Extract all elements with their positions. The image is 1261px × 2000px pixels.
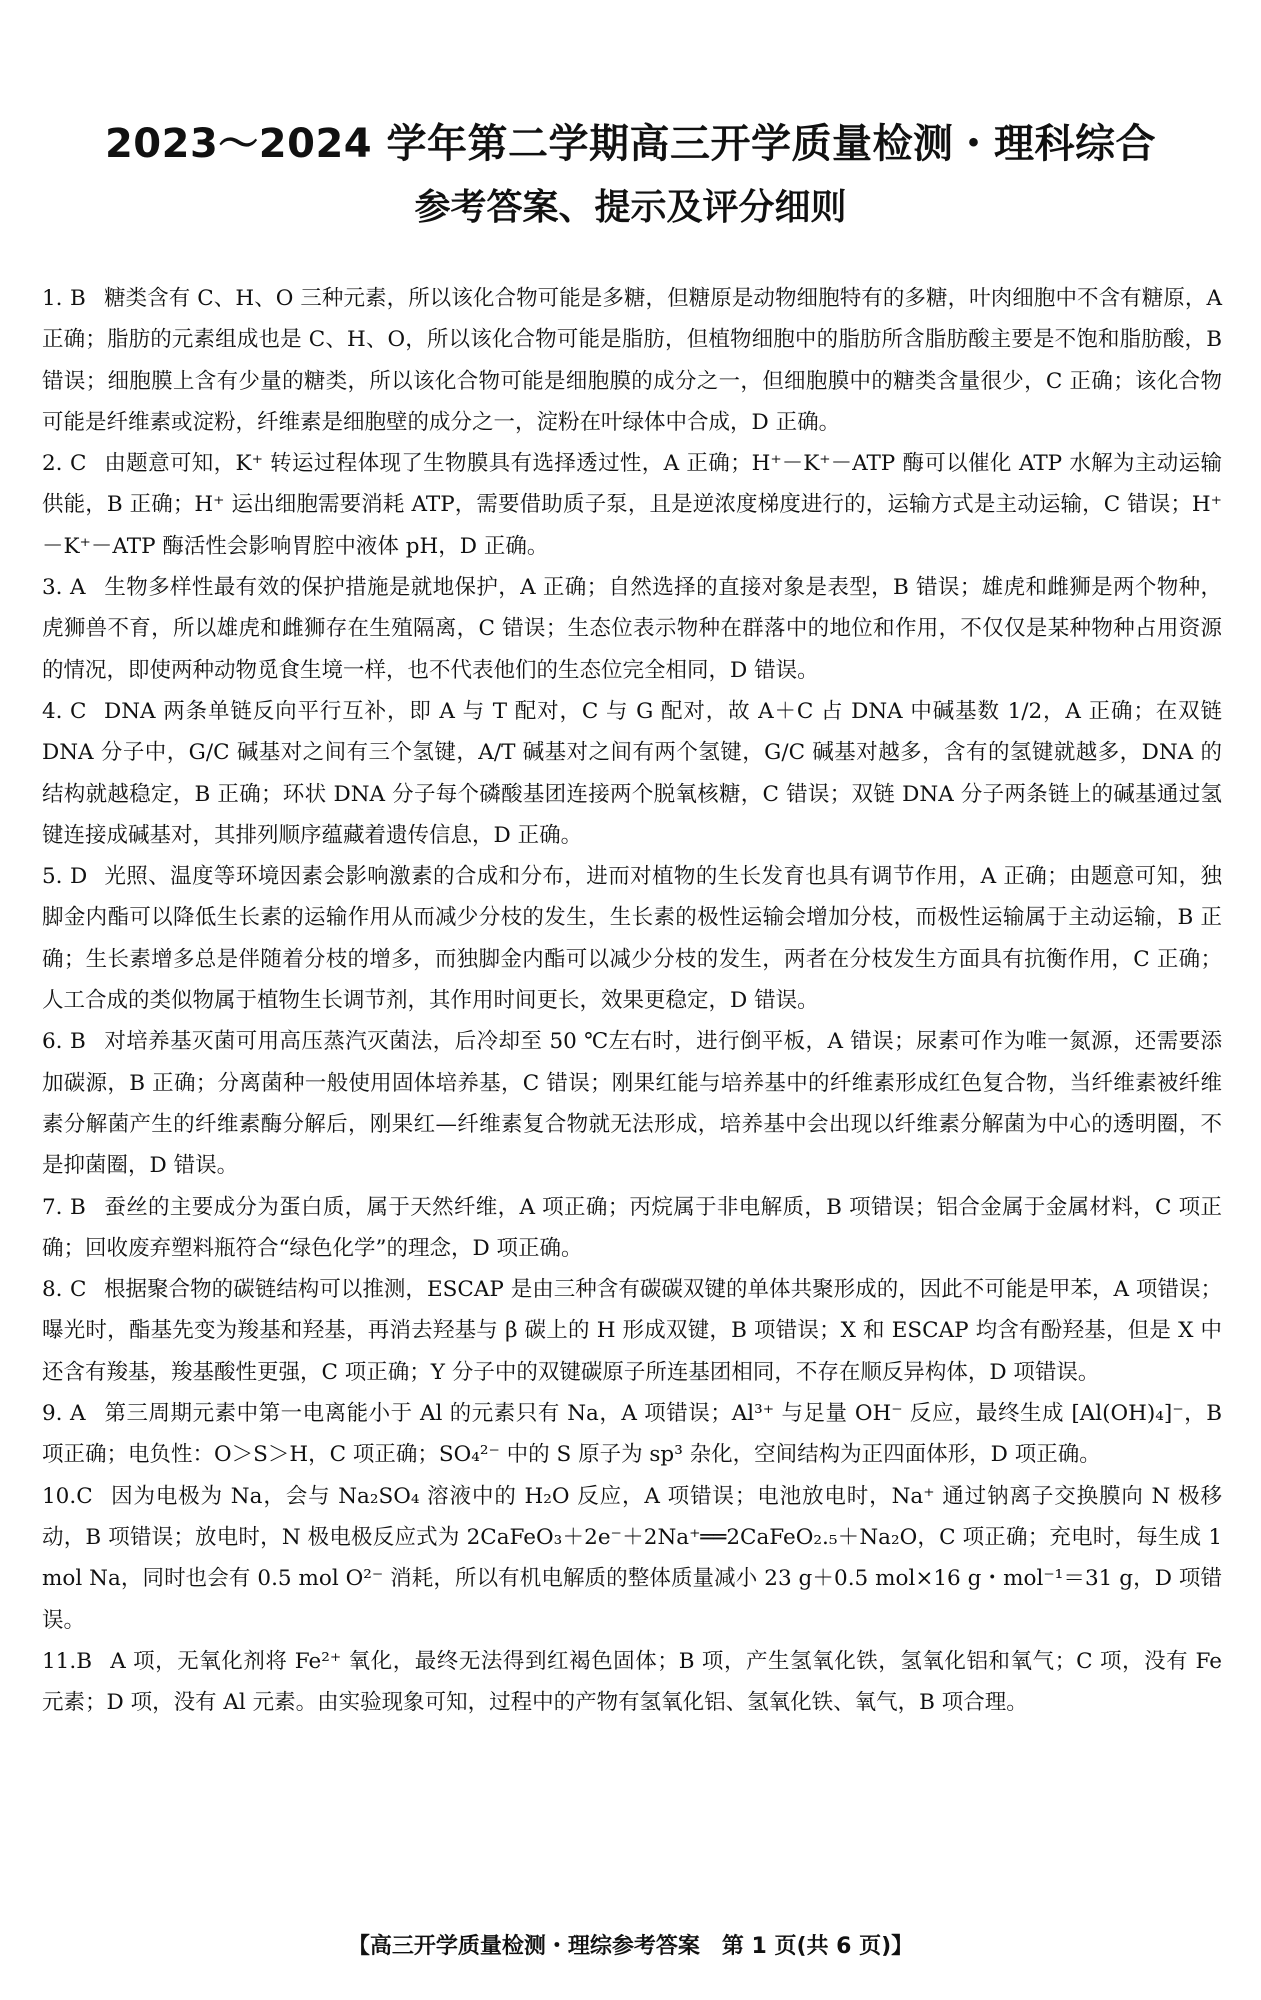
answer-item xyxy=(42,1476,1222,1641)
answer-number: 11. xyxy=(42,1648,77,1674)
answer-explanation: 由题意可知，K⁺ 转运过程体现了生物膜具有选择透过性，A 正确；H⁺－K⁺－ATP 酶可以催化 ATP 水解为主动运输供能，B 正确；H⁺ 运出细胞需要消耗 ATP，需要借助质子泵，且是逆浓度梯度进行的，运输方式是主动运输，C 错误；H⁺－K⁺－ATP 酶活性会影响胃腔中液体 pH，D 正确。 xyxy=(42,451,1222,559)
answer-explanation: DNA 两条单链反向平行互补，即 A 与 T 配对，C 与 G 配对，故 A＋C 占 DNA 中碱基数 1/2，A 正确；在双链 DNA 分子中，G/C 碱基对之间有三个氢键，A/T 碱基对之间有两个氢键，G/C 碱基对越多，含有的氢键就越多，DNA 的结构就越稳定，B 正确；环状 DNA 分子每个磷酸基团连接两个脱氧核糖，C 错误；双链 DNA 分子两条链上的碱基通过氢键连接成碱基对，其排列顺序蕴藏着遗传信息，D 正确。 xyxy=(42,698,1222,848)
answer-key: B xyxy=(70,286,86,311)
answer-item xyxy=(42,1021,1222,1186)
answer-explanation: 糖类含有 C、H、O 三种元素，所以该化合物可能是多糖，但糖原是动物细胞特有的多糖，叶肉细胞中不含有糖原，A 正确；脂肪的元素组成也是 C、H、O，所以该化合物可能是脂肪，但植物细胞中的脂肪所含脂肪酸主要是不饱和脂肪酸，B 错误；细胞膜上含有少量的糖类，所以该化合物可能是细胞膜的成分之一，但细胞膜中的糖类含量很少，C 正确；该化合物可能是纤维素或淀粉，纤维素是细胞壁的成分之一，淀粉在叶绿体中合成，D 正确。 xyxy=(42,286,1222,435)
answer-explanation: 光照、温度等环境因素会影响激素的合成和分布，进而对植物的生长发育也具有调节作用，A 正确；由题意可知，独脚金内酯可以降低生长素的运输作用从而减少分枝的发生，生长素的极性运输会增加分枝，而极性运输属于主动运输，B 正确；生长素增多总是伴随着分枝的增多，而独脚金内酯可以减少分枝的发生，两者在分枝发生方面具有抗衡作用，C 正确；人工合成的类似物属于植物生长调节剂，其作用时间更长，效果更稳定，D 错误。 xyxy=(42,864,1222,1014)
answer-number: 3. xyxy=(42,575,63,601)
answer-list xyxy=(42,278,1222,1723)
answer-explanation: 第三周期元素中第一电离能小于 Al 的元素只有 Na，A 项错误；Al³⁺ 与足量 OH⁻ 反应，最终生成 [Al(OH)₄]⁻，B 项正确；电负性：O＞S＞H，C 项正确；SO₄²⁻ 中的 S 原子为 sp³ 杂化，空间结构为正四面体形，D 项正确。 xyxy=(42,1401,1222,1468)
answer-explanation: 因为电极为 Na，会与 Na₂SO₄ 溶液中的 H₂O 反应，A 项错误；电池放电时，Na⁺ 通过钠离子交换膜向 N 极移动，B 项错误；放电时，N 极电极反应式为 2CaFeO₃＋2e⁻＋2Na⁺══2CaFeO₂.₅＋Na₂O，C 项正确；充电时，每生成 1 mol Na，同时也会有 0.5 mol O²⁻ 消耗，所以有机电解质的整体质量减小 23 g＋0.5 mol×16 g・mol⁻¹＝31 g，D 项错误。 xyxy=(42,1483,1222,1633)
answer-item xyxy=(42,1393,1222,1476)
answer-number: 9. xyxy=(42,1401,63,1427)
answer-number: 5. xyxy=(42,864,63,890)
answer-key: D xyxy=(70,864,88,890)
answer-number: 1. xyxy=(42,286,63,311)
answer-key: C xyxy=(70,451,87,477)
answer-item xyxy=(42,1641,1222,1724)
answer-item xyxy=(42,1269,1222,1393)
answer-number: 10. xyxy=(42,1483,77,1509)
answer-explanation: 根据聚合物的碳链结构可以推测，ESCAP 是由三种含有碳碳双键的单体共聚形成的，因此不可能是甲苯，A 项错误；曝光时，酯基先变为羧基和羟基，再消去羟基与 β 碳上的 H 形成双键，B 项错误；X 和 ESCAP 均含有酚羟基，但是 X 中还含有羧基，羧基酸性更强，C 项正确；Y 分子中的双键碳原子所连基团相同，不存在顺反异构体，D 项错误。 xyxy=(42,1277,1222,1385)
page-footer: 【高三开学质量检测・理综参考答案 第 1 页(共 6 页)】 xyxy=(347,1934,914,1959)
answer-key: C xyxy=(70,698,87,724)
answer-explanation: 对培养基灭菌可用高压蒸汽灭菌法，后冷却至 50 ℃左右时，进行倒平板，A 错误；尿素可作为唯一氮源，还需要添加碳源，B 正确；分离菌种一般使用固体培养基，C 错误；刚果红能与培养基中的纤维素形成红色复合物，当纤维素被纤维素分解菌产生的纤维素酶分解后，刚果红—纤维素复合物就无法形成，培养基中会出现以纤维素分解菌为中心的透明圈，不是抑菌圈，D 错误。 xyxy=(42,1029,1222,1179)
answer-key: A xyxy=(70,575,86,601)
answer-key: A xyxy=(70,1401,86,1427)
answer-number: 2. xyxy=(42,451,63,477)
answer-key: B xyxy=(76,1648,93,1674)
answer-item xyxy=(42,1187,1222,1270)
answer-item xyxy=(42,691,1222,856)
answer-number: 8. xyxy=(42,1277,63,1303)
answer-key: B xyxy=(70,1194,86,1220)
page-subtitle: 参考答案、提示及评分细则 xyxy=(414,187,847,228)
answer-key: C xyxy=(70,1277,87,1303)
answer-explanation: A 项，无氧化剂将 Fe²⁺ 氧化，最终无法得到红褐色固体；B 项，产生氢氧化铁，氢氧化铝和氧气；C 项，没有 Fe 元素；D 项，没有 Al 元素。由实验现象可知，过程中的产物有氢氧化铝、氢氧化铁、氧气，B 项合理。 xyxy=(42,1648,1222,1716)
answer-number: 6. xyxy=(42,1029,63,1055)
answer-key: B xyxy=(70,1029,86,1055)
answer-number: 7. xyxy=(42,1194,63,1220)
answer-key: C xyxy=(76,1483,93,1509)
page-title: 2023～2024 学年第二学期高三开学质量检测・理科综合 xyxy=(104,121,1157,167)
answer-explanation: 生物多样性最有效的保护措施是就地保护，A 正确；自然选择的直接对象是表型，B 错误；雄虎和雌狮是两个物种，虎狮兽不育，所以雄虎和雌狮存在生殖隔离，C 错误；生态位表示物种在群落中的地位和作用，不仅仅是某种物种占用资源的情况，即使两种动物觅食生境一样，也不代表他们的生态位完全相同，D 错误。 xyxy=(42,575,1222,683)
answer-number: 4. xyxy=(42,698,63,724)
answer-item xyxy=(42,443,1222,567)
answer-item xyxy=(42,856,1222,1021)
answer-item xyxy=(42,278,1222,443)
answer-item xyxy=(42,567,1222,691)
answer-explanation: 蚕丝的主要成分为蛋白质，属于天然纤维，A 项正确；丙烷属于非电解质，B 项错误；铝合金属于金属材料，C 项正确；回收废弃塑料瓶符合“绿色化学”的理念，D 项正确。 xyxy=(42,1194,1222,1261)
